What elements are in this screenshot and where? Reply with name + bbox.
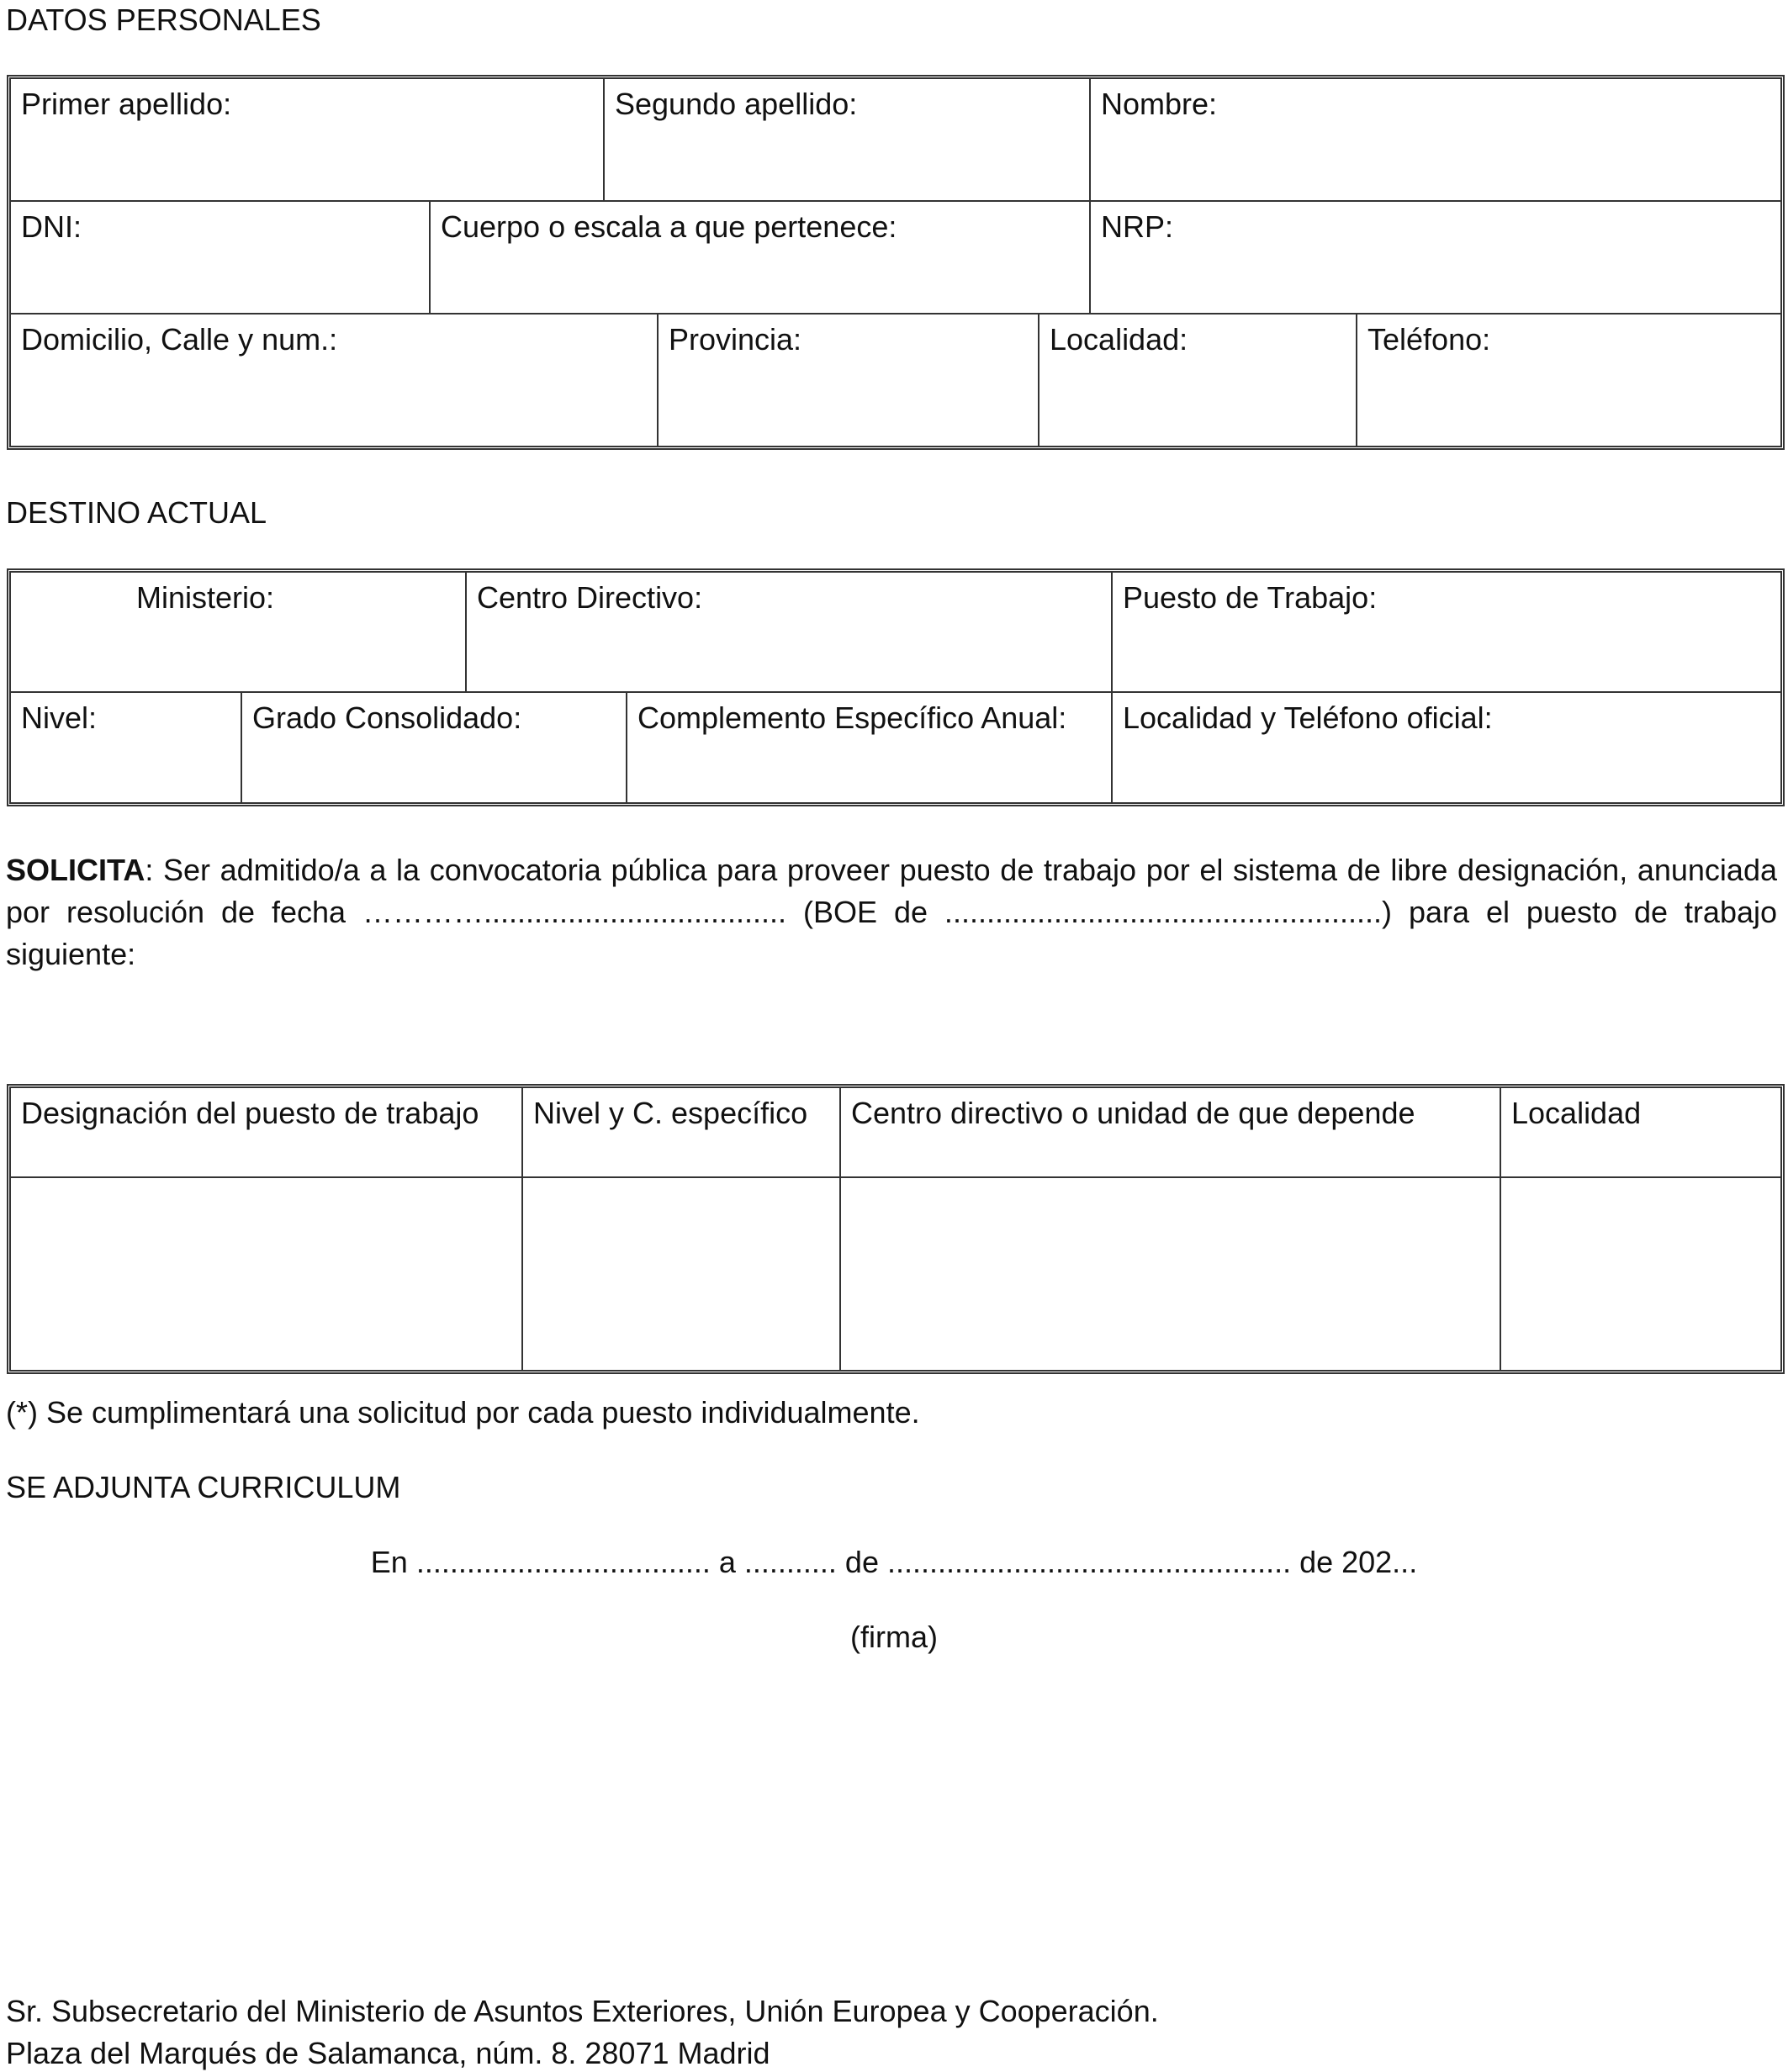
- signature-text: (firma): [850, 1620, 938, 1654]
- second-surname-label: Segundo apellido:: [615, 87, 858, 121]
- phone-field[interactable]: [1356, 314, 1780, 447]
- consolidated-grade-field[interactable]: [241, 693, 626, 804]
- official-locality-phone-label: Localidad y Teléfono oficial:: [1123, 700, 1493, 735]
- request-text: : Ser admitido/a a la convocatoria pública para proveer puesto de trabajo por el sistema de libre designación, anunciada por resolución de fecha ………….................................... (BOE de ....................................................) para el puesto de trabajo siguiente:: [6, 853, 1777, 971]
- personal-row-3: [11, 313, 1780, 447]
- personal-data-heading: DATOS PERSONALES: [6, 3, 321, 37]
- directorate-field[interactable]: [465, 573, 1111, 691]
- address-field[interactable]: [11, 314, 657, 447]
- current-post-heading: DESTINO ACTUAL: [6, 495, 267, 530]
- annual-supplement-label: Complemento Específico Anual:: [637, 700, 1067, 735]
- name-field[interactable]: [1089, 79, 1780, 200]
- date-line: En ................................... a ........... de ................................................ de 202...: [370, 1545, 1418, 1579]
- corps-label: Cuerpo o escala a que pertenece:: [441, 209, 897, 244]
- position-header-designation-label: Designación del puesto de trabajo: [21, 1096, 479, 1130]
- personal-row-2: [11, 200, 1780, 314]
- addressee-line-2: Plaza del Marqués de Salamanca, núm. 8. 28071 Madrid: [6, 2036, 770, 2070]
- position-header-directorate-label: Centro directivo o unidad de que depende: [851, 1096, 1415, 1130]
- position-header-level-label: Nivel y C. específico: [533, 1096, 808, 1130]
- position-header-locality-label: Localidad: [1511, 1096, 1642, 1130]
- level-field[interactable]: [11, 693, 241, 804]
- table-row: [11, 1176, 1780, 1372]
- attachment-text: SE ADJUNTA CURRICULUM: [6, 1470, 401, 1504]
- dni-field[interactable]: [11, 202, 429, 314]
- position-header-directorate: [839, 1088, 1500, 1176]
- position-directorate-cell[interactable]: [839, 1178, 1500, 1372]
- consolidated-grade-label: Grado Consolidado:: [252, 700, 522, 735]
- position-designation-cell[interactable]: [11, 1178, 521, 1372]
- locality-label: Localidad:: [1050, 322, 1188, 357]
- note-text: (*) Se cumplimentará una solicitud por cada puesto individualmente.: [6, 1395, 920, 1430]
- request-label: SOLICITA: [6, 853, 145, 887]
- request-paragraph: [6, 849, 1777, 975]
- job-position-label: Puesto de Trabajo:: [1123, 580, 1378, 615]
- directorate-label: Centro Directivo:: [477, 580, 703, 615]
- level-label: Nivel:: [21, 700, 98, 735]
- official-locality-phone-field[interactable]: [1111, 693, 1780, 804]
- personal-data-form: [7, 75, 1785, 450]
- position-table: [7, 1084, 1785, 1374]
- first-surname-field[interactable]: [11, 79, 603, 200]
- address-label: Domicilio, Calle y num.:: [21, 322, 338, 357]
- province-field[interactable]: [657, 314, 1038, 447]
- current-row-1: [11, 573, 1780, 691]
- name-label: Nombre:: [1101, 87, 1218, 121]
- first-surname-label: Primer apellido:: [21, 87, 232, 121]
- position-locality-cell[interactable]: [1500, 1178, 1780, 1372]
- ministry-field[interactable]: [11, 573, 465, 691]
- phone-label: Teléfono:: [1367, 322, 1491, 357]
- position-header-level: [521, 1088, 839, 1176]
- dni-label: DNI:: [21, 209, 82, 244]
- position-table-header: [11, 1088, 1780, 1176]
- position-header-locality: [1500, 1088, 1780, 1176]
- current-post-form: [7, 568, 1785, 806]
- province-label: Provincia:: [669, 322, 802, 357]
- locality-field[interactable]: [1038, 314, 1356, 447]
- position-header-designation: [11, 1088, 521, 1176]
- addressee-line-1: Sr. Subsecretario del Ministerio de Asuntos Exteriores, Unión Europea y Cooperación.: [6, 1994, 1159, 2028]
- current-row-2: [11, 691, 1780, 804]
- personal-row-1: [11, 79, 1780, 200]
- corps-field[interactable]: [429, 202, 1089, 314]
- ministry-label: Ministerio:: [136, 580, 275, 615]
- nrp-label: NRP:: [1101, 209, 1174, 244]
- second-surname-field[interactable]: [603, 79, 1089, 200]
- job-position-field[interactable]: [1111, 573, 1780, 691]
- nrp-field[interactable]: [1089, 202, 1780, 314]
- annual-supplement-field[interactable]: [626, 693, 1111, 804]
- position-level-cell[interactable]: [521, 1178, 839, 1372]
